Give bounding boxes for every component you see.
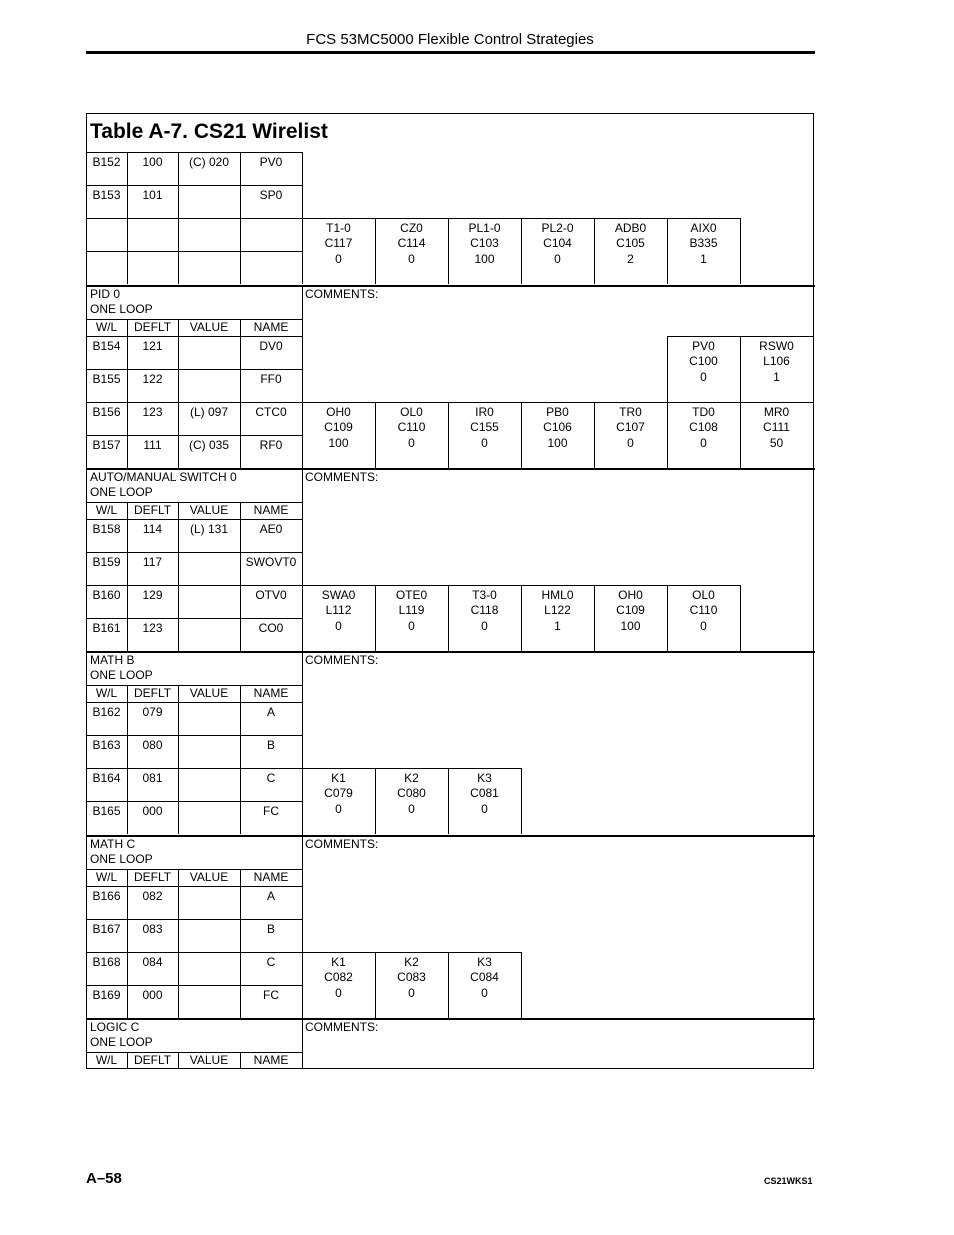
terminal-row-top (302, 952, 521, 953)
parameter-name: FC (263, 804, 279, 818)
terminal-connection: C081 (470, 786, 499, 800)
terminal-value: 0 (408, 619, 415, 633)
column-header-value: VALUE (189, 503, 229, 517)
column-header-value: VALUE (189, 870, 229, 884)
row-line (86, 919, 302, 920)
terminal-connection: C103 (470, 236, 499, 250)
terminal-label: MR0 (763, 405, 790, 419)
terminal-connection: C107 (616, 420, 645, 434)
terminal-value: 0 (627, 436, 634, 450)
row-line (86, 952, 302, 953)
default-value: 080 (142, 738, 163, 752)
wirelist-code: B167 (92, 922, 121, 936)
terminal-value: 0 (554, 252, 561, 266)
block-name: MATH B (90, 653, 135, 667)
terminal-label: K2 (404, 771, 419, 785)
terminal-connection: C084 (470, 970, 499, 984)
comments-label: COMMENTS: (305, 1020, 379, 1034)
terminal-label: CZ0 (400, 221, 423, 235)
row-line (86, 585, 302, 586)
terminal-label: SWA0 (321, 588, 356, 602)
terminal-connection: C109 (324, 420, 353, 434)
terminal-connection: L122 (544, 603, 571, 617)
column-header-name: NAME (253, 686, 289, 700)
comments-label: COMMENTS: (305, 287, 379, 301)
terminal-connection: C110 (397, 420, 426, 434)
parameter-name: C (266, 955, 276, 969)
terminal-value: 1 (554, 619, 561, 633)
terminal-label: AIX0 (690, 221, 717, 235)
terminal-label: IR0 (475, 405, 494, 419)
column-header-deflt: DEFLT (133, 503, 172, 517)
terminal-value: 0 (335, 252, 342, 266)
row-line (86, 618, 302, 619)
terminal-column-line (740, 218, 741, 284)
terminal-label: PL2-0 (541, 221, 574, 235)
terminal-column-line (740, 585, 741, 651)
terminal-label: T3-0 (472, 588, 497, 602)
wirelist-code: B165 (92, 804, 121, 818)
terminal-connection: L119 (398, 603, 425, 617)
row-line (86, 251, 302, 252)
terminal-connection: C155 (470, 420, 499, 434)
connection-value: (L) 097 (189, 405, 229, 419)
terminal-value: 1 (773, 370, 780, 384)
section-divider (86, 1018, 815, 1020)
terminal-value: 0 (700, 619, 707, 633)
terminal-label: OH0 (326, 405, 351, 419)
default-value: 129 (142, 588, 163, 602)
default-value: 114 (142, 522, 163, 536)
column-header-value: VALUE (189, 320, 229, 334)
terminal-value: 100 (547, 436, 568, 450)
row-line (86, 402, 302, 403)
terminal-value: 100 (620, 619, 641, 633)
column-header-wl: W/L (95, 503, 118, 517)
wirelist-code: B153 (92, 188, 121, 202)
terminal-connection: C079 (324, 786, 353, 800)
document-code: CS21WKS1 (764, 1176, 813, 1186)
terminal-value: 0 (481, 619, 488, 633)
row-line (86, 336, 302, 337)
row-line (86, 801, 302, 802)
column-header-deflt: DEFLT (133, 686, 172, 700)
section-divider (86, 835, 815, 837)
column-header-name: NAME (253, 320, 289, 334)
page-header: FCS 53MC5000 Flexible Control Strategies (306, 31, 594, 48)
row-line (86, 218, 302, 219)
terminal-connection: C083 (397, 970, 426, 984)
terminal-value: 100 (474, 252, 495, 266)
terminal-label: OL0 (400, 405, 423, 419)
default-value: 084 (142, 955, 163, 969)
terminal-value: 0 (335, 986, 342, 1000)
row-line (86, 985, 302, 986)
terminal-value: 0 (700, 370, 707, 384)
terminal-label: TD0 (692, 405, 715, 419)
comments-label: COMMENTS: (305, 653, 379, 667)
terminal-connection: C082 (324, 970, 353, 984)
block-name: AUTO/MANUAL SWITCH 0 (90, 470, 237, 484)
default-value: 123 (142, 405, 163, 419)
terminal-connection: L106 (763, 354, 790, 368)
wirelist-code: B154 (92, 339, 121, 353)
terminal-connection: C105 (616, 236, 645, 250)
column-header-name: NAME (253, 1053, 289, 1067)
terminal-label: K3 (477, 955, 492, 969)
terminal-value: 0 (408, 802, 415, 816)
parameter-name: CO0 (258, 621, 284, 635)
parameter-name: A (266, 705, 275, 719)
connection-value: (C) 020 (188, 155, 229, 169)
parameter-name: B (266, 922, 275, 936)
default-value: 079 (142, 705, 163, 719)
column-header-wl: W/L (95, 1053, 118, 1067)
terminal-label: T1-0 (326, 221, 351, 235)
wirelist-code: B169 (92, 988, 121, 1002)
terminal-connection: C109 (616, 603, 645, 617)
row-line (86, 768, 302, 769)
terminal-value: 100 (328, 436, 349, 450)
terminal-connection: L112 (325, 603, 352, 617)
terminal-label: K2 (404, 955, 419, 969)
terminal-connection: C106 (543, 420, 572, 434)
terminal-connection: C117 (324, 236, 353, 250)
block-loop: ONE LOOP (90, 485, 153, 499)
comments-label: COMMENTS: (305, 837, 379, 851)
terminal-value: 0 (408, 986, 415, 1000)
default-value: 000 (142, 804, 163, 818)
terminal-connection: C118 (470, 603, 499, 617)
block-loop: ONE LOOP (90, 852, 153, 866)
parameter-name: FC (263, 988, 279, 1002)
wirelist-code: B152 (92, 155, 121, 169)
default-value: 000 (142, 988, 163, 1002)
terminal-column-line (813, 336, 814, 402)
terminal-label: RSW0 (759, 339, 794, 353)
row-line (86, 369, 302, 370)
parameter-name: SP0 (259, 188, 283, 202)
terminal-label: PB0 (546, 405, 569, 419)
terminal-label: HML0 (541, 588, 574, 602)
column-header-deflt: DEFLT (133, 870, 172, 884)
block-loop: ONE LOOP (90, 1035, 153, 1049)
section-divider (86, 285, 815, 287)
default-value: 081 (142, 771, 163, 785)
wirelist-code: B158 (92, 522, 121, 536)
terminal-connection: C104 (543, 236, 572, 250)
terminal-label: OL0 (692, 588, 715, 602)
wirelist-code: B159 (92, 555, 121, 569)
terminal-value: 0 (408, 436, 415, 450)
wirelist-code: B160 (92, 588, 121, 602)
terminal-connection: B335 (689, 236, 718, 250)
column-header-value: VALUE (189, 1053, 229, 1067)
terminal-label: K1 (331, 771, 346, 785)
column-header-deflt: DEFLT (133, 1053, 172, 1067)
terminal-connection: C108 (689, 420, 718, 434)
terminal-value: 0 (700, 436, 707, 450)
terminal-value: 0 (481, 436, 488, 450)
wirelist-code: B168 (92, 955, 121, 969)
wirelist-code: B163 (92, 738, 121, 752)
terminal-label: OH0 (618, 588, 643, 602)
comments-label: COMMENTS: (305, 470, 379, 484)
row-line (86, 152, 302, 153)
terminal-connection: C080 (397, 786, 426, 800)
terminal-value: 50 (769, 436, 784, 450)
row-line (86, 519, 302, 520)
section-divider (86, 651, 815, 653)
terminal-column-line (521, 768, 522, 834)
wirelist-code: B162 (92, 705, 121, 719)
block-name: LOGIC C (90, 1020, 140, 1034)
default-value: 083 (142, 922, 163, 936)
terminal-value: 0 (335, 802, 342, 816)
wirelist-code: B161 (92, 621, 121, 635)
wirelist-code: B155 (92, 372, 121, 386)
terminal-label: K3 (477, 771, 492, 785)
column-header-name: NAME (253, 503, 289, 517)
terminal-connection: C110 (689, 603, 718, 617)
row-line (86, 886, 302, 887)
column-header-deflt: DEFLT (133, 320, 172, 334)
parameter-name: DV0 (259, 339, 283, 353)
parameter-name: A (266, 889, 275, 903)
terminal-value: 1 (700, 252, 707, 266)
terminal-row-top (302, 402, 813, 403)
block-loop: ONE LOOP (90, 302, 153, 316)
default-value: 082 (142, 889, 163, 903)
block-loop: ONE LOOP (90, 668, 153, 682)
terminal-label: OTE0 (395, 588, 428, 602)
terminal-connection: C114 (397, 236, 426, 250)
default-value: 117 (142, 555, 163, 569)
row-line (86, 702, 302, 703)
terminal-value: 2 (627, 252, 634, 266)
column-header-wl: W/L (95, 870, 118, 884)
wirelist-code: B166 (92, 889, 121, 903)
connection-value: (C) 035 (188, 438, 229, 452)
terminal-label: PV0 (692, 339, 715, 353)
column-header-wl: W/L (95, 686, 118, 700)
parameter-name: OTV0 (255, 588, 287, 602)
parameter-name: PV0 (259, 155, 283, 169)
wirelist-code: B164 (92, 771, 121, 785)
terminal-connection: C111 (763, 420, 790, 434)
block-name: PID 0 (90, 287, 121, 301)
parameter-name: SWOVT0 (245, 555, 297, 569)
default-value: 111 (143, 438, 162, 452)
default-value: 122 (142, 372, 163, 386)
parameter-name: B (266, 738, 275, 752)
terminal-connection: C100 (689, 354, 718, 368)
column-header-wl: W/L (95, 320, 118, 334)
default-value: 123 (142, 621, 163, 635)
block-name: MATH C (90, 837, 136, 851)
terminal-label: TR0 (619, 405, 642, 419)
terminal-column-line (521, 952, 522, 1018)
row-line (86, 185, 302, 186)
terminal-value: 0 (408, 252, 415, 266)
parameter-name: C (266, 771, 276, 785)
parameter-name: CTC0 (255, 405, 287, 419)
column-header-name: NAME (253, 870, 289, 884)
page-number: A–58 (86, 1170, 122, 1187)
terminal-label: PL1-0 (468, 221, 501, 235)
column-header-value: VALUE (189, 686, 229, 700)
default-value: 121 (142, 339, 163, 353)
terminal-label: K1 (331, 955, 346, 969)
terminal-value: 0 (335, 619, 342, 633)
row-line (86, 735, 302, 736)
parameter-name: AE0 (259, 522, 283, 536)
parameter-name: FF0 (260, 372, 282, 386)
terminal-label: ADB0 (614, 221, 647, 235)
wirelist-code: B157 (92, 438, 121, 452)
terminal-column-line (813, 402, 814, 468)
default-value: 100 (142, 155, 163, 169)
terminal-value: 0 (481, 802, 488, 816)
row-line (86, 435, 302, 436)
parameter-name: RF0 (259, 438, 283, 452)
comments-divider (302, 1018, 303, 1068)
connection-value: (L) 131 (189, 522, 229, 536)
terminal-value: 0 (481, 986, 488, 1000)
wirelist-code: B156 (92, 405, 121, 419)
row-line (86, 552, 302, 553)
terminal-row-top (302, 768, 521, 769)
table-title: Table A-7. CS21 Wirelist (90, 120, 328, 143)
default-value: 101 (142, 188, 163, 202)
